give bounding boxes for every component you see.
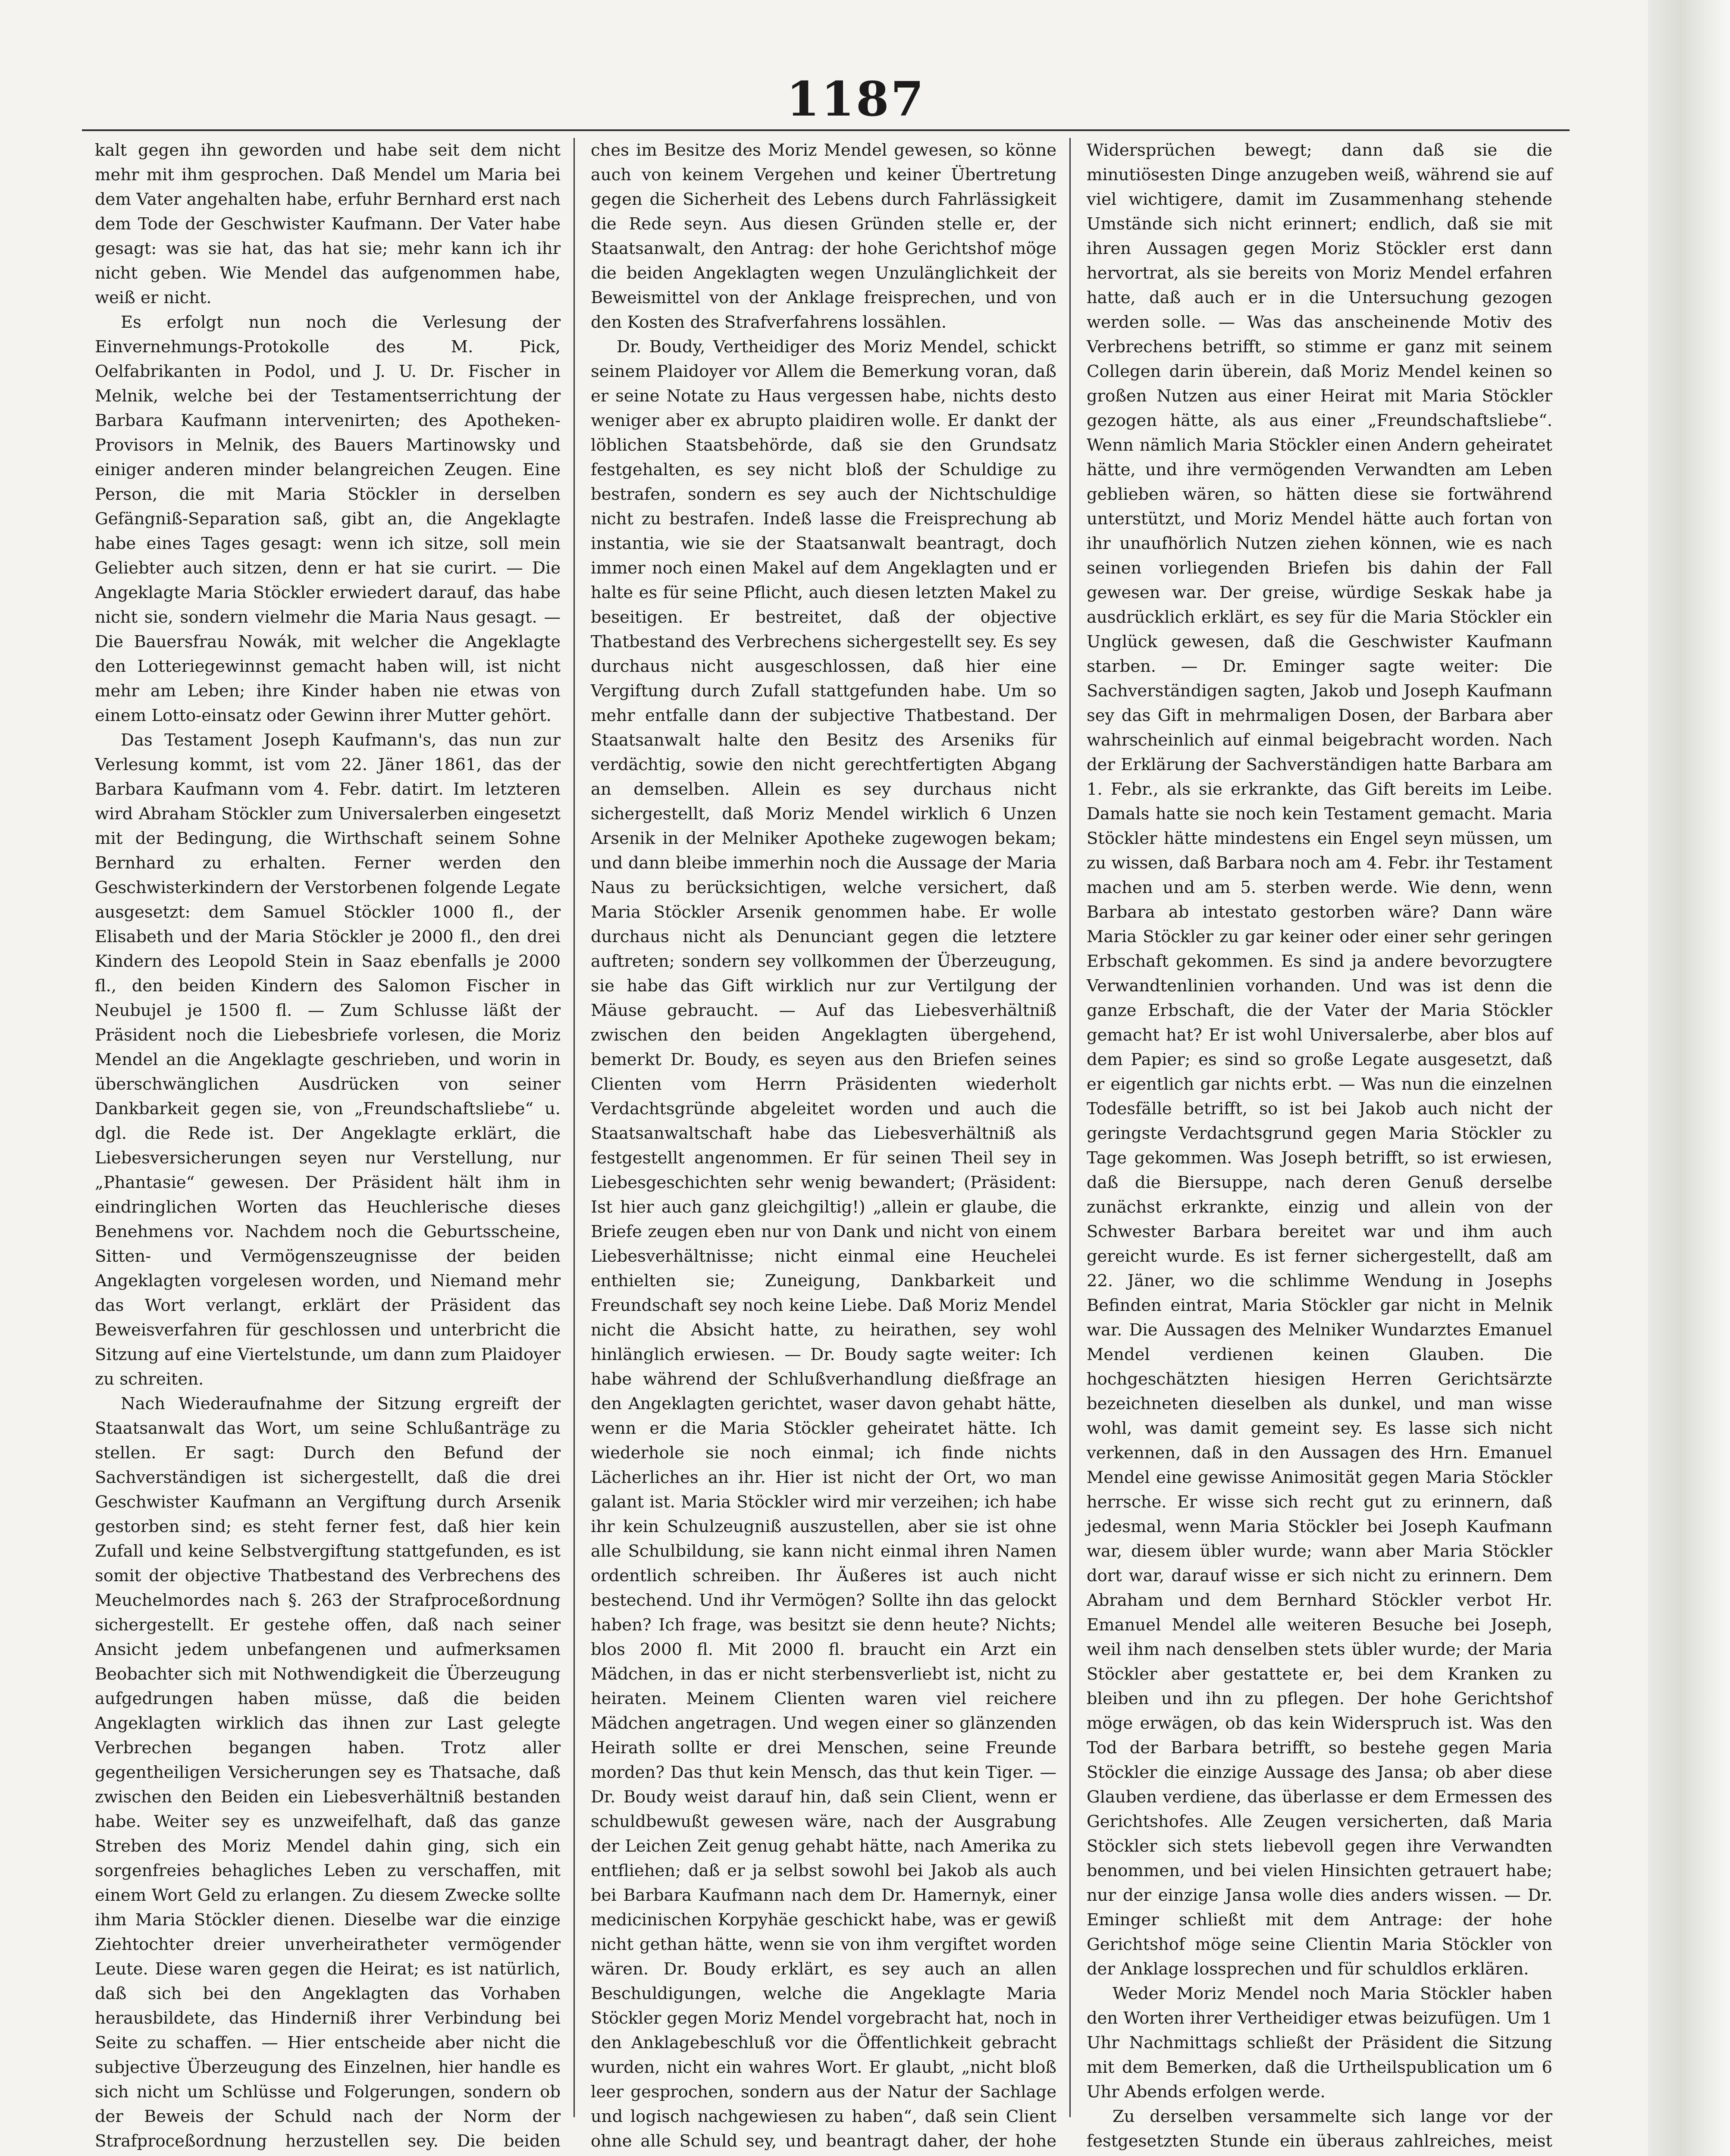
- paragraph: ches im Besitze des Moriz Mendel gewesen, so könne auch von keinem Vergehen und keiner Übertretung gegen die Sicherheit des Lebens durch Fahrlässigkeit die Rede seyn. Aus diesen Gründen stelle er, der Staatsanwalt, den Antrag: der hohe Gerichtshof möge die beiden Angeklagten wegen Unzulänglichkeit der Beweismittel von der Anklage freisprechen, und von den Kosten des Strafverfahrens lossählen.: [591, 141, 1056, 332]
- header-rule: [82, 129, 1570, 131]
- column-2: [591, 138, 1056, 2151]
- paragraph: Weder Moriz Mendel noch Maria Stöckler haben den Worten ihrer Vertheidiger etwas beizufügen. Um 1 Uhr Nachmittags schließt der Präsident die Sitzung mit dem Bemerken, daß die Urtheilspublication um 6 Uhr Abends erfolgen werde.: [1087, 1984, 1552, 2102]
- text-columns: [95, 138, 1570, 2151]
- paragraph: Dr. Boudy, Vertheidiger des Moriz Mendel, schickt seinem Plaidoyer vor Allem die Bemerkung voran, daß er seine Notate zu Haus vergessen habe, nichts desto weniger aber ex abrupto plaidiren wolle. Er dankt der löblichen Staatsbehörde, daß sie den Grundsatz festgehalten, es sey nicht bloß der Schuldige zu bestrafen, sondern es sey auch der Nichtschuldige nicht zu bestrafen. Indeß lasse die Freisprechung ab instantia, wie sie der Staatsanwalt beantragt, doch immer noch einen Makel auf dem Angeklagten und er halte es für seine Pflicht, auch diesen letzten Makel zu beseitigen. Er bestreitet, daß der objective Thatbestand des Verbrechens sichergestellt sey. Es sey durchaus nicht ausgeschlossen, daß hier eine Vergiftung durch Zufall stattgefunden habe. Um so mehr entfalle dann der subjective Thatbestand. Der Staatsanwalt halte den Besitz des Arseniks für verdächtig, sowie den nicht gerechtfertigten Abgang an demselben. Allein es sey durchaus nicht sichergestellt, daß Moriz Mendel wirklich 6 Unzen Arsenik in der Melniker Apotheke zugewogen bekam; und dann bleibe immerhin noch die Aussage der Maria Naus zu berücksichtigen, welche versichert, daß Maria Stöckler Arsenik genommen habe. Er wolle durchaus nicht als Denunciant gegen die letztere auftreten; sondern sey vollkommen der Überzeugung, sie habe das Gift wirklich nur zur Vertilgung der Mäuse gebraucht. — Auf das Liebesverhältniß zwischen den beiden Angeklagten übergehend, bemerkt Dr. Boudy, es seyen aus den Briefen seines Clienten vom Herrn Präsidenten wiederholt Verdachtsgründe abgeleitet worden und auch die Staatsanwaltschaft habe das Liebesverhältniß als festgestellt angenommen. Er für seinen Theil sey in Liebesgeschichten sehr wenig bewandert; (Präsident: Ist hier auch ganz gleichgiltig!) „allein er glaube, die Briefe zeugen eben nur von Dank und nicht von einem Liebesverhältnisse; nicht einmal eine Heuchelei enthielten sie; Zuneigung, Dankbarkeit und Freundschaft sey noch keine Liebe. Daß Moriz Mendel nicht die Absicht hatte, zu heirathen, sey wohl hinlänglich erwiesen. — Dr. Boudy sagte weiter: Ich habe während der Schlußverhandlung dießfrage an den Angeklagten gerichtet, waser davon gehabt hätte, wenn er die Maria Stöckler geheiratet hätte. Ich wiederhole sie noch einmal; ich finde nichts Lächerliches an ihr. Hier ist nicht der Ort, wo man galant ist. Maria Stöckler wird mir verzeihen; ich habe ihr kein Schulzeugniß auszustellen, aber sie ist ohne alle Schulbildung, sie kann nicht einmal ihren Namen ordentlich schreiben. Ihr Äußeres ist auch nicht bestechend. Und ihr Vermögen? Sollte ihn das gelockt haben? Ich frage, was besitzt sie denn heute? Nichts; blos 2000 fl. Mit 2000 fl. braucht ein Arzt ein Mädchen, in das er nicht sterbensverliebt ist, nicht zu heiraten. Meinem Clienten waren viel reichere Mädchen angetragen. Und wegen einer so glänzenden Heirath sollte er drei Menschen, seine Freunde morden? Das thut kein Mensch, das thut kein Tiger. — Dr. Boudy weist darauf hin, daß sein Client, wenn er schuldbewußt gewesen wäre, nach der Ausgrabung der Leichen Zeit genug gehabt hätte, nach Amerika zu entfliehen; daß er ja selbst sowohl bei Jakob als auch bei Barbara Kaufmann nach dem Dr. Hamernyk, einer medicinischen Korpyhäe geschickt habe, was er gewiß nicht gethan hätte, wenn sie von ihm vergiftet worden wären. Dr. Boudy erklärt, es sey auch an allen Beschuldigungen, welche die Angeklagte Maria Stöckler gegen Moriz Mendel vorgebracht hat, noch in den Anklagebeschluß vor die Öffentlichkeit gebracht wurden, nicht ein wahres Wort. Er glaubt, „nicht bloß leer gesprochen, sondern aus der Natur der Sachlage und logisch nachgewiesen zu haben“, daß sein Client ohne alle Schuld sey, und beantragt daher, der hohe: [591, 337, 1056, 2151]
- page-edge-shadow: [1648, 0, 1730, 2156]
- paragraph: Zu derselben versammelte sich lange vor der festgesetzten Stunde ein überaus zahlreiches, meist: [1087, 2107, 1552, 2151]
- paragraph: kalt gegen ihn geworden und habe seit dem nicht mehr mit ihm gesprochen. Daß Mendel um Maria bei dem Vater angehalten habe, erfuhr Bernhard erst nach dem Tode der Geschwister Kaufmann. Der Vater habe gesagt: was sie hat, das hat sie; mehr kann ich ihr nicht geben. Wie Mendel das aufgenommen habe, weiß er nicht.: [95, 141, 561, 307]
- paragraph: Es erfolgt nun noch die Verlesung der Einvernehmungs-Protokolle des M. Pick, Oelfabrikanten in Podol, und J. U. Dr. Fischer in Melnik, welche bei der Testamentserrichtung der Barbara Kaufmann intervenirten; des Apotheken-Provisors in Melnik, des Bauers Martinowsky und einiger anderen minder belangreichen Zeugen. Eine Person, die mit Maria Stöckler in derselben Gefängniß-Separation saß, gibt an, die Angeklagte habe eines Tages gesagt: wenn ich sitze, soll mein Geliebter auch sitzen, denn er hat sie curirt. — Die Angeklagte Maria Stöckler erwiedert darauf, das habe nicht sie, sondern vielmehr die Maria Naus gesagt. — Die Bauersfrau Nowák, mit welcher die Angeklagte den Lotteriegewinnst gemacht haben will, ist nicht mehr am Leben; ihre Kinder haben nie etwas von einem Lotto-einsatz oder Gewinn ihrer Mutter gehört.: [95, 313, 561, 725]
- paragraph: Widersprüchen bewegt; dann daß sie die minutiösesten Dinge anzugeben weiß, während sie auf viel wichtigere, damit im Zusammenhang stehende Umstände sich nicht erinnert; endlich, daß sie mit ihren Aussagen gegen Moriz Stöckler erst dann hervortrat, als sie bereits von Moriz Mendel erfahren hatte, daß auch er in die Untersuchung gezogen werden solle. — Was das anscheinende Motiv des Verbrechens betrifft, so stimme er ganz mit seinem Collegen darin überein, daß Moriz Mendel keinen so großen Nutzen aus einer Heirat mit Maria Stöckler gezogen hätte, als aus einer „Freundschaftsliebe“. Wenn nämlich Maria Stöckler einen Andern geheiratet hätte, und ihre vermögenden Verwandten am Leben geblieben wären, so hätten diese sie fortwährend unterstützt, und Moriz Mendel hätte auch fortan von ihr unaufhörlich Nutzen ziehen können, wie es nach seinen vorliegenden Briefen bis dahin der Fall gewesen war. Der greise, würdige Seskak habe ja ausdrücklich erklärt, es sey für die Maria Stöckler ein Unglück gewesen, daß die Geschwister Kaufmann starben. — Dr. Eminger sagte weiter: Die Sachverständigen sagten, Jakob und Joseph Kaufmann sey das Gift in mehrmaligen Dosen, der Barbara aber wahrscheinlich auf einmal beigebracht worden. Nach der Erklärung der Sachverständigen hatte Barbara am 1. Febr., als sie erkrankte, das Gift bereits im Leibe. Damals hatte sie noch kein Testament gemacht. Maria Stöckler hätte mindestens ein Engel seyn müssen, um zu wissen, daß Barbara noch am 4. Febr. ihr Testament machen und am 5. sterben werde. Wie denn, wenn Barbara ab intestato gestorben wäre? Dann wäre Maria Stöckler zu gar keiner oder einer sehr geringen Erbschaft gekommen. Es sind ja andere bevorzugtere Verwandtenlinien vorhanden. Und was ist denn die ganze Erbschaft, die der Vater der Maria Stöckler gemacht hat? Er ist wohl Universalerbe, aber blos auf dem Papier; es sind so große Legate ausgesetzt, daß er eigentlich gar nichts erbt. — Was nun die einzelnen Todesfälle betrifft, so ist bei Jakob auch nicht der geringste Verdachtsgrund gegen Maria Stöckler zu Tage gekommen. Was Joseph betrifft, so ist erwiesen, daß die Biersuppe, nach deren Genuß derselbe zunächst erkrankte, einzig und allein von der Schwester Barbara bereitet war und ihm auch gereicht wurde. Es ist ferner sichergestellt, daß am 22. Jäner, wo die schlimme Wendung in Josephs Befinden eintrat, Maria Stöckler gar nicht in Melnik war. Die Aussagen des Melniker Wundarztes Emanuel Mendel verdienen keinen Glauben. Die hochgeschätzten hiesigen Herren Gerichtsärzte bezeichneten dieselben als dunkel, und man wisse wohl, was damit gemeint sey. Es lasse sich nicht verkennen, daß in den Aussagen des Hrn. Emanuel Mendel eine gewisse Animosität gegen Maria Stöckler herrsche. Er wisse sich recht gut zu erinnern, daß jedesmal, wenn Maria Stöckler bei Joseph Kaufmann war, diesem übler wurde; wann aber Maria Stöckler dort war, darauf wisse er sich nicht zu erinnern. Dem Abraham und dem Bernhard Stöckler verbot Hr. Emanuel Mendel alle weiteren Besuche bei Joseph, weil ihm nach denselben stets übler wurde; der Maria Stöckler aber gestattete er, bei dem Kranken zu bleiben und ihn zu pflegen. Der hohe Gerichtshof möge erwägen, ob das kein Widerspruch ist. Was den Tod der Barbara betrifft, so bestehe gegen Maria Stöckler die einzige Aussage des Jansa; ob aber diese Glauben verdiene, das überlasse er dem Ermessen des Gerichtshofes. Alle Zeugen versicherten, daß Maria Stöckler sich stets liebevoll gegen ihre Verwandten benommen, und bei vielen Hinsichten getrauert habe; nur der einzige Jansa wolle dies anders wissen. — Dr. Eminger schließt mit dem Antrage: der hohe Gerichtshof möge seine Clientin Maria Stöckler von der Anklage lossprechen und für schuldlos erklären.: [1087, 141, 1552, 1979]
- paragraph: Das Testament Joseph Kaufmann's, das nun zur Verlesung kommt, ist vom 22. Jäner 1861, das der Barbara Kaufmann vom 4. Febr. datirt. Im letzteren wird Abraham Stöckler zum Universalerben eingesetzt mit der Bedingung, die Wirthschaft seinem Sohne Bernhard zu erhalten. Ferner werden den Geschwisterkindern der Verstorbenen folgende Legate ausgesetzt: dem Samuel Stöckler 1000 fl., der Elisabeth und der Maria Stöckler je 2000 fl., den drei Kindern des Leopold Stein in Saaz ebenfalls je 2000 fl., den beiden Kindern des Salomon Fischer in Neubujel je 1500 fl. — Zum Schlusse läßt der Präsident noch die Liebesbriefe vorlesen, die Moriz Mendel an die Angeklagte geschrieben, und worin in überschwänglichen Ausdrücken von seiner Dankbarkeit gegen sie, von „Freundschaftsliebe“ u. dgl. die Rede ist. Der Angeklagte erklärt, die Liebesversicherungen seyen nur Verstellung, nur „Phantasie“ gewesen. Der Präsident hält ihm in eindringlichen Worten das Heuchlerische dieses Benehmens vor. Nachdem noch die Geburtsscheine, Sitten- und Vermögenszeugnisse der beiden Angeklagten vorgelesen worden, und Niemand mehr das Wort verlangt, erklärt der Präsident das Beweisverfahren für geschlossen und unterbricht die Sitzung auf eine Viertelstunde, um dann zum Plaidoyer zu schreiten.: [95, 730, 561, 1389]
- paragraph: Nach Wiederaufnahme der Sitzung ergreift der Staatsanwalt das Wort, um seine Schlußanträge zu stellen. Er sagt: Durch den Befund der Sachverständigen ist sichergestellt, daß die drei Geschwister Kaufmann an Vergiftung durch Arsenik gestorben sind; es steht ferner fest, daß hier kein Zufall und keine Selbstvergiftung stattgefunden, es ist somit der objective Thatbestand des Verbrechens des Meuchelmordes nach §. 263 der Strafproceßordnung sichergestellt. Er gestehe offen, daß nach seiner Ansicht jedem unbefangenen und aufmerksamen Beobachter sich mit Nothwendigkeit die Überzeugung aufgedrungen haben müsse, daß die beiden Angeklagten wirklich das ihnen zur Last gelegte Verbrechen begangen haben. Trotz aller gegentheiligen Versicherungen sey es Thatsache, daß zwischen den Beiden ein Liebesverhältniß bestanden habe. Weiter sey es unzweifelhaft, daß das ganze Streben des Moriz Mendel dahin ging, sich ein sorgenfreies behagliches Leben zu verschaffen, mit einem Wort Geld zu erlangen. Zu diesem Zwecke sollte ihm Maria Stöckler dienen. Dieselbe war die einzige Ziehtochter dreier unverheiratheter vermögender Leute. Diese waren gegen die Heirat; es ist natürlich, daß sich bei den Angeklagten das Vorhaben herausbildete, das Hinderniß ihrer Verbindung bei Seite zu schaffen. — Hier entscheide aber nicht die subjective Überzeugung des Einzelnen, hier handle es sich nicht um Schlüsse und Folgerungen, sondern ob der Beweis der Schuld nach der Norm der Strafproceßordnung herzustellen sey. Die beiden: [95, 1394, 561, 2151]
- column-3: [1087, 138, 1552, 2151]
- column-1: [95, 138, 561, 2151]
- page-number: 1187: [786, 71, 926, 127]
